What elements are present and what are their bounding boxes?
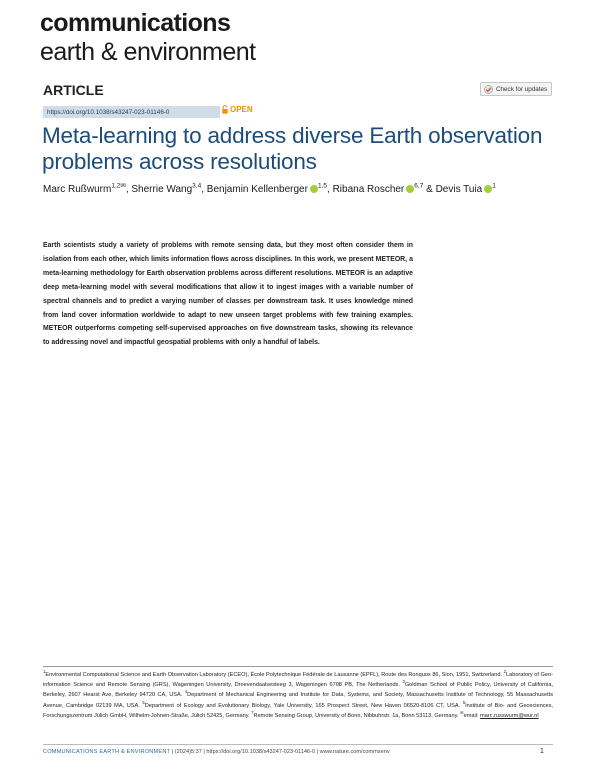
affiliation-text: Environmental Computational Science and Earth Observation Laboratory (ECEO), École Polytechnique Fédérale de Lausanne (EPFL), Route des Ronquos 86, Sion, 1951, Switzerland. bbox=[45, 672, 504, 678]
footer-journal-name: COMMUNICATIONS EARTH & ENVIRONMENT bbox=[43, 749, 171, 755]
footer-citation-text: | (2024)5:37 | https://doi.org/10.1038/s43247-023-01146-0 | www.nature.com/commsenv bbox=[171, 749, 390, 755]
author-name[interactable]: Marc Rußwurm bbox=[43, 184, 112, 195]
author-name[interactable]: Ribana Roscher bbox=[332, 184, 405, 195]
affiliation-number: 3 bbox=[402, 679, 405, 685]
affiliation-text: Department of Ecology and Evolutionary Biology, Yale University, 165 Prospect Street, New Haven 06520-8106 CT, USA. bbox=[144, 702, 463, 709]
doi-link[interactable] bbox=[43, 106, 220, 118]
affiliation-number: 2 bbox=[503, 669, 506, 675]
page-number: 1 bbox=[540, 748, 544, 755]
author-name[interactable]: Sherrie Wang bbox=[131, 184, 193, 195]
author-affiliation-marker: 1 bbox=[492, 182, 496, 190]
orcid-icon[interactable] bbox=[310, 185, 318, 193]
affiliation-text: Goldman School of Public Policy, University of California, Berkeley, 2607 Hearst Ave, Berkeley 94720 CA, USA. bbox=[43, 682, 553, 699]
author-affiliation-marker: 3,4 bbox=[192, 182, 202, 190]
article-title: Meta-learning to address diverse Earth observation problems across resolutions bbox=[42, 123, 543, 174]
author-separator: , bbox=[327, 184, 333, 195]
footer-divider bbox=[43, 744, 553, 745]
author-separator: , bbox=[201, 184, 207, 195]
affiliation-text: Remote Sensing Group, University of Bonn, Nibbuhrstr. 1a, Bonn 53113, Germany. bbox=[253, 712, 461, 719]
doi-text: https://doi.org/10.1038/s43247-023-01146-0 bbox=[47, 108, 170, 116]
author-affiliation-marker: 6,7 bbox=[414, 182, 424, 190]
footer-citation bbox=[43, 749, 513, 755]
open-lock-icon bbox=[222, 105, 228, 114]
check-updates-label: Check for updates bbox=[496, 85, 548, 93]
journal-name-line1: communications bbox=[40, 9, 231, 37]
affiliation-number: 1 bbox=[43, 669, 46, 675]
author-separator: & bbox=[423, 184, 436, 195]
check-for-updates-button[interactable] bbox=[480, 82, 552, 96]
journal-name-line2: earth & environment bbox=[40, 38, 256, 66]
affiliation-text: Laboratory of Geo-information Science and Remote Sensing (GRS), Wageningen University, Droevendaalsesteeg 3, Wageningen 6708 PB, The Netherlands. bbox=[43, 672, 553, 689]
affiliation-number: 7 bbox=[251, 709, 254, 715]
affiliations-divider bbox=[43, 666, 553, 667]
author-affiliation-marker: 1,5 bbox=[317, 182, 327, 190]
article-type-label: ARTICLE bbox=[43, 82, 104, 98]
affiliation-number: 4 bbox=[184, 689, 188, 695]
author-affiliation-marker: 1,2✉ bbox=[111, 182, 126, 190]
email-label: email: bbox=[463, 712, 481, 719]
open-access-label: OPEN bbox=[230, 105, 253, 114]
affiliations bbox=[43, 670, 553, 721]
affiliation-number: 5 bbox=[142, 699, 145, 705]
abstract: Earth scientists study a variety of problems with remote sensing data, but they most often consider them in isolation from each other, which limits information flows across disciplines. In this work, we present METEOR, a meta-learning methodology for Earth observation problems across different resolutions. METEOR is an adaptive deep meta-learning model with several modifications that allow it to ingest images with a variable number of spectral channels and to predict a varying number of classes per downstream task. It uses knowledge mined from land cover information worldwide to adapt to new unseen target problems with few training examples. METEOR outperforms competing self-supervised approaches on five downstream tasks, showing its relevance to addressing novel and impactful geospatial problems with only a handful of labels. bbox=[43, 242, 413, 347]
email-envelope-icon: ✉ bbox=[460, 709, 464, 715]
author-name[interactable]: Benjamin Kellenberger bbox=[206, 184, 308, 195]
affiliation-number: 6 bbox=[462, 699, 466, 705]
check-updates-icon bbox=[484, 85, 493, 94]
affiliation-text: Institute of Bio- and Geosciences, Forschungszentrum Jülich GmbH, Wilhelm-Johnen-Straße, Jülich 52425, Germany. bbox=[43, 702, 553, 719]
author-list bbox=[43, 183, 563, 197]
author-separator: , bbox=[125, 184, 132, 195]
open-access-badge bbox=[222, 105, 253, 114]
corresponding-email-link[interactable]: marc.russwurm@wur.nl bbox=[480, 712, 539, 719]
author-name[interactable]: Devis Tuia bbox=[435, 184, 483, 195]
affiliation-text: Department of Mechanical Engineering and Institute for Data, Systems, and Society, Massachusetts Institute of Technology, 55 Massachusetts Avenue, Cambridge 02139 MA, USA. bbox=[43, 692, 553, 709]
